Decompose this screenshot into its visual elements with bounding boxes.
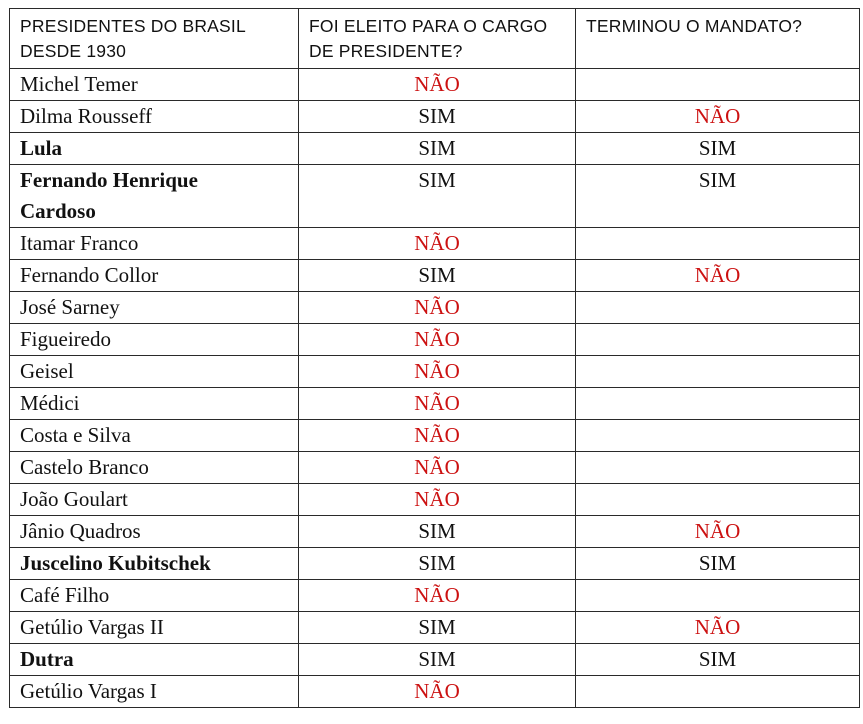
table-row [10,165,860,228]
table-row [10,356,860,388]
header-presidents [10,9,299,69]
table-row [10,133,860,165]
president-name-cell: Geisel [10,356,299,388]
finished-cell: SIM [576,133,860,165]
header-presidents-line1: PRESIDENTES DO BRASIL [20,16,246,36]
finished-cell [576,676,860,708]
header-elected [299,9,576,69]
table-row [10,644,860,676]
elected-cell: SIM [299,101,576,133]
elected-cell: NÃO [299,388,576,420]
elected-cell: NÃO [299,292,576,324]
president-name-cell: Costa e Silva [10,420,299,452]
president-name-cell: Lula [10,133,299,165]
finished-cell [576,484,860,516]
finished-cell [576,228,860,260]
table-row [10,101,860,133]
finished-cell [576,452,860,484]
elected-cell: NÃO [299,676,576,708]
header-elected-line2: DE PRESIDENTE? [309,41,463,61]
president-name-cell: Médici [10,388,299,420]
table-row [10,420,860,452]
finished-cell [576,292,860,324]
table-row [10,324,860,356]
president-name-cell: José Sarney [10,292,299,324]
header-elected-line1: FOI ELEITO PARA O CARGO [309,16,548,36]
president-name-cell: Dutra [10,644,299,676]
president-name-line1: Fernando Henrique [20,168,198,192]
finished-cell [576,356,860,388]
elected-cell: NÃO [299,356,576,388]
elected-cell: SIM [299,644,576,676]
table-row [10,452,860,484]
elected-cell: NÃO [299,484,576,516]
table-row [10,548,860,580]
finished-cell: SIM [576,644,860,676]
table-row [10,228,860,260]
table-row [10,69,860,101]
elected-cell: NÃO [299,228,576,260]
elected-cell: SIM [299,165,576,228]
finished-cell: NÃO [576,612,860,644]
elected-cell: SIM [299,516,576,548]
finished-cell: NÃO [576,516,860,548]
elected-cell: NÃO [299,452,576,484]
president-name-cell [10,165,299,228]
table-row [10,292,860,324]
finished-cell [576,69,860,101]
header-finished [576,9,860,69]
president-name-cell: Itamar Franco [10,228,299,260]
finished-cell: SIM [576,165,860,228]
table-row [10,260,860,292]
table-row [10,612,860,644]
table-row [10,580,860,612]
header-presidents-line2: DESDE 1930 [20,41,127,61]
table-row [10,388,860,420]
finished-cell [576,324,860,356]
elected-cell: NÃO [299,69,576,101]
president-name-cell: Castelo Branco [10,452,299,484]
header-finished-line1: TERMINOU O MANDATO? [586,16,803,36]
president-name-cell: Getúlio Vargas II [10,612,299,644]
president-name-cell: João Goulart [10,484,299,516]
table-header-row [10,9,860,69]
elected-cell: SIM [299,548,576,580]
president-name-cell: Fernando Collor [10,260,299,292]
finished-cell [576,388,860,420]
president-name-cell: Getúlio Vargas I [10,676,299,708]
finished-cell: NÃO [576,101,860,133]
elected-cell: NÃO [299,580,576,612]
finished-cell [576,580,860,612]
president-name-cell: Michel Temer [10,69,299,101]
president-name-line2: Cardoso [20,199,96,223]
elected-cell: NÃO [299,420,576,452]
president-name-cell: Figueiredo [10,324,299,356]
table-row [10,676,860,708]
table-row [10,484,860,516]
presidents-table [9,8,860,708]
elected-cell: SIM [299,612,576,644]
president-name-cell: Juscelino Kubitschek [10,548,299,580]
finished-cell [576,420,860,452]
president-name-cell: Café Filho [10,580,299,612]
table-row [10,516,860,548]
elected-cell: SIM [299,260,576,292]
finished-cell: SIM [576,548,860,580]
elected-cell: SIM [299,133,576,165]
elected-cell: NÃO [299,324,576,356]
finished-cell: NÃO [576,260,860,292]
president-name-cell: Dilma Rousseff [10,101,299,133]
president-name-cell: Jânio Quadros [10,516,299,548]
